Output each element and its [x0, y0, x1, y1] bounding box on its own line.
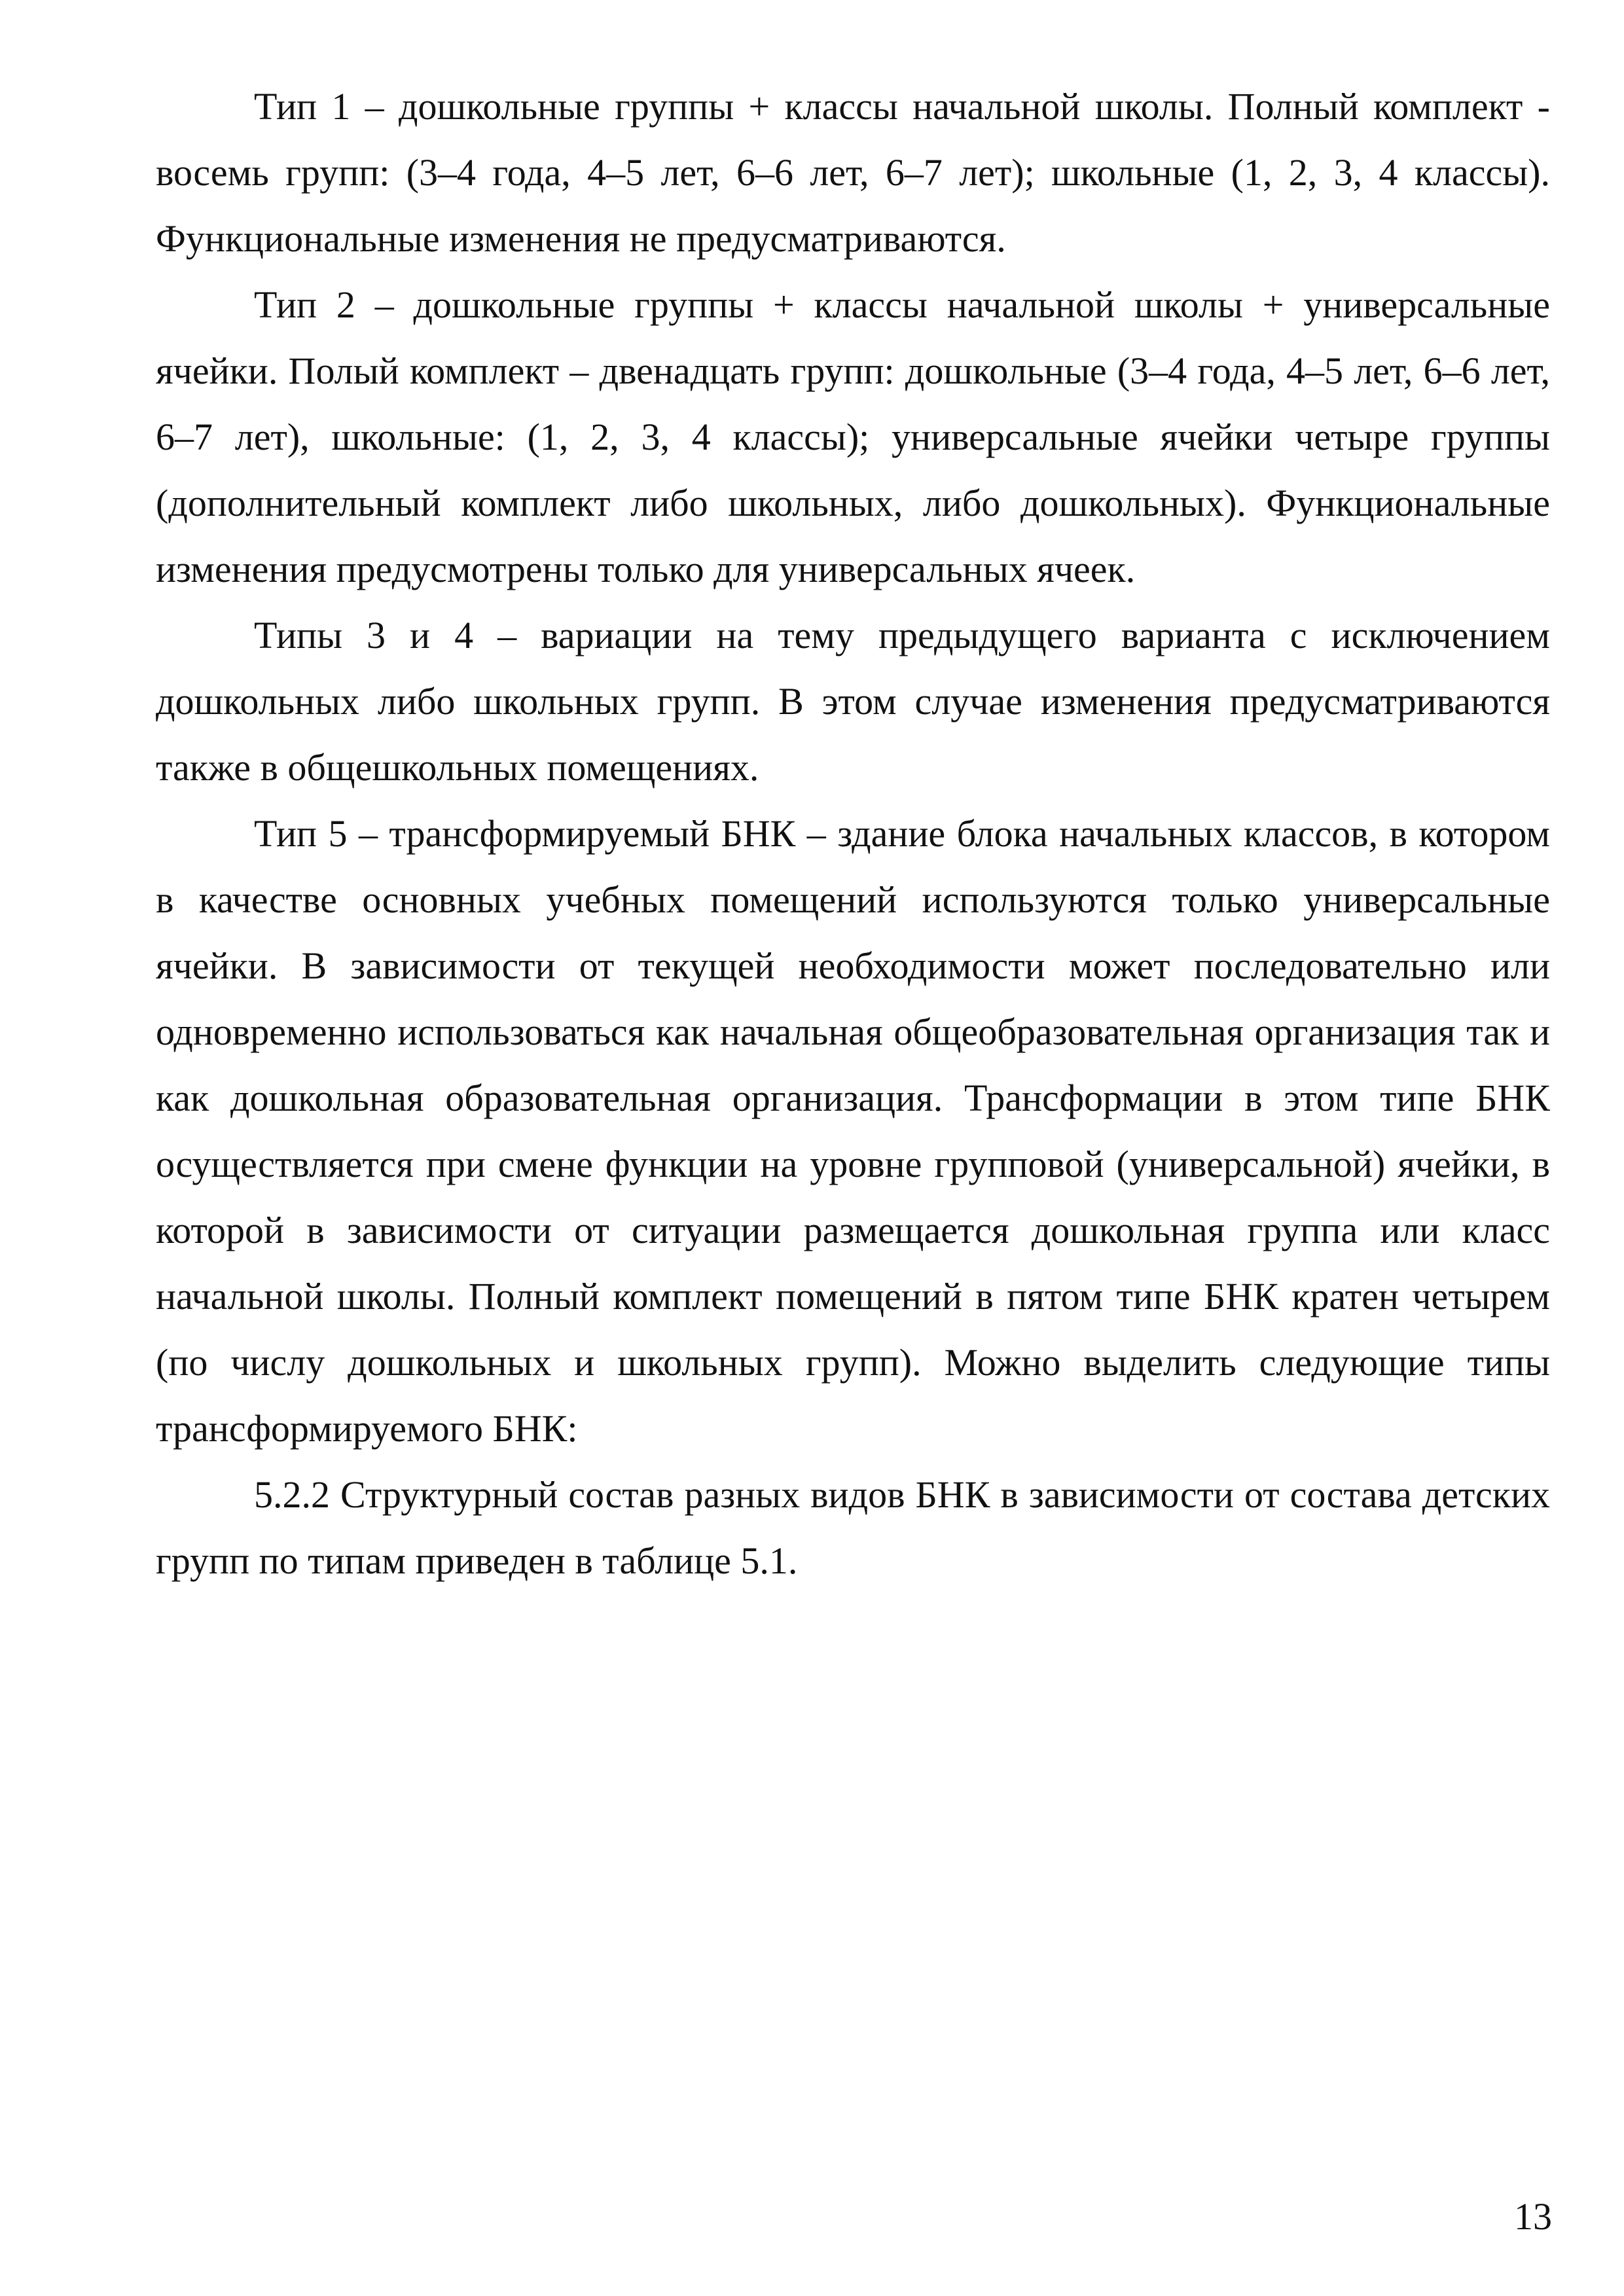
paragraph-type-2: Тип 2 – дошкольные группы + классы начальной школы + универсальные ячейки. Полый комплект – двенадцать групп: дошкольные (3–4 года, 4–5 лет, 6–6 лет, 6–7 лет), школьные: (1, 2, 3, 4 классы); универсальные ячейки четыре группы (дополнительный комплект либо школьных, либо дошкольных). Функциональные изменения предусмотрены только для универсальных ячеек.	[156, 283, 1550, 590]
paragraph-section-5-2-2: 5.2.2 Структурный состав разных видов БНК в зависимости от состава детских групп по типам приведен в таблице 5.1.	[156, 1473, 1550, 1582]
page-number: 13	[1514, 2195, 1552, 2238]
body-text	[156, 73, 1550, 1594]
paragraph-type-5: Тип 5 – трансформируемый БНК – здание блока начальных классов, в котором в качестве основных учебных помещений используются только универсальные ячейки. В зависимости от текущей необходимости может последовательно или одновременно использоваться как начальная общеобразовательная организация так и как дошкольная образовательная организация. Трансформации в этом типе БНК осуществляется при смене функции на уровне групповой (универсальной) ячейки, в которой в зависимости от ситуации размещается дошкольная группа или класс начальной школы. Полный комплект помещений в пятом типе БНК кратен четырем (по числу дошкольных и школьных групп). Можно выделить следующие типы трансформируемого БНК:	[156, 812, 1550, 1450]
paragraph-type-1: Тип 1 – дошкольные группы + классы начальной школы. Полный комплект - восемь групп: (3–4 года, 4–5 лет, 6–6 лет, 6–7 лет); школьные (1, 2, 3, 4 классы). Функциональные изменения не предусматриваются.	[156, 85, 1550, 260]
paragraph-types-3-4: Типы 3 и 4 – вариации на тему предыдущего варианта с исключением дошкольных либо школьных групп. В этом случае изменения предусматриваются также в общешкольных помещениях.	[156, 614, 1550, 789]
